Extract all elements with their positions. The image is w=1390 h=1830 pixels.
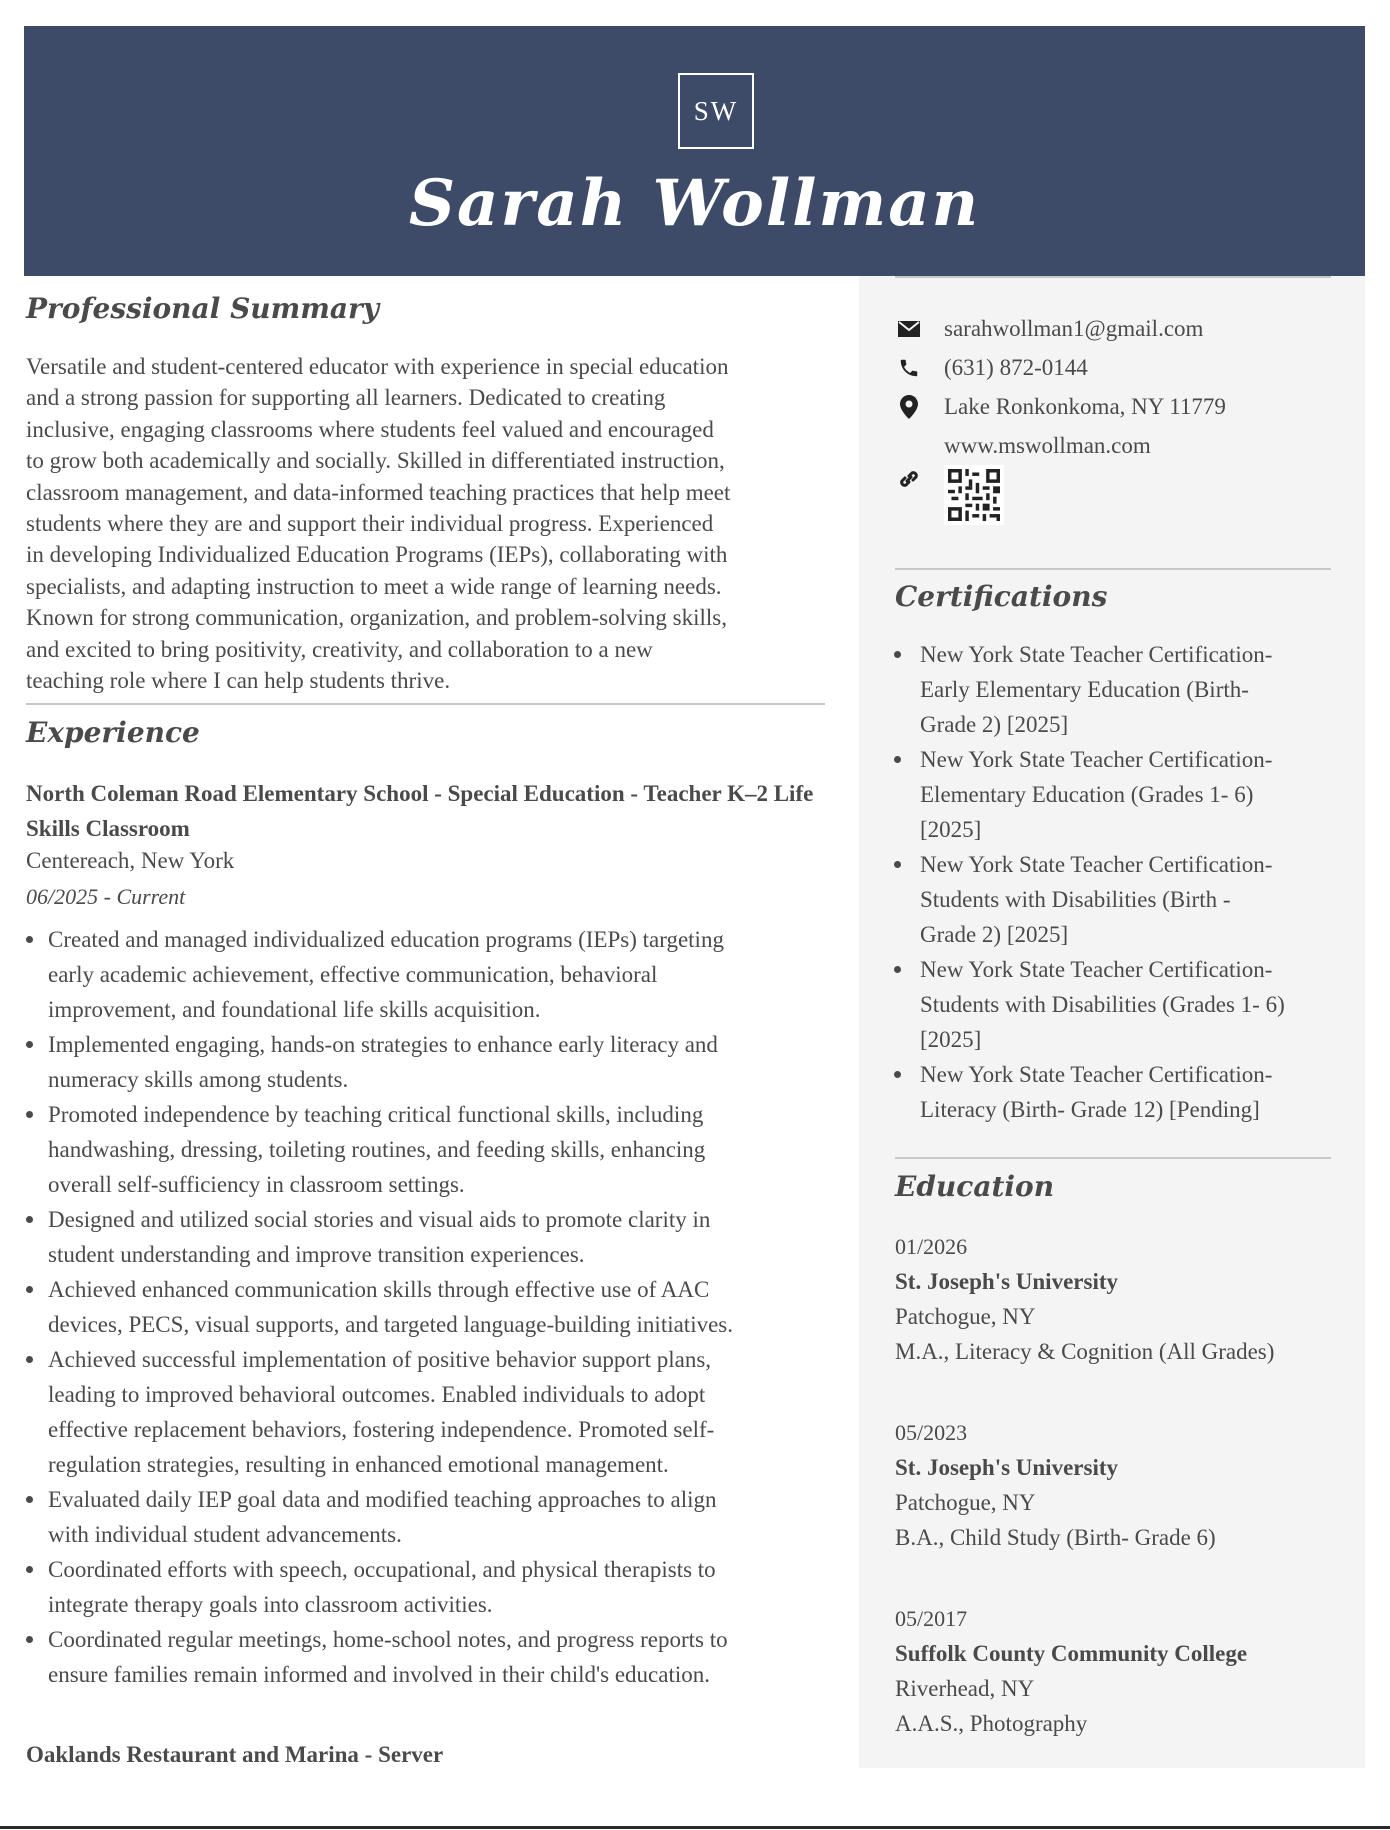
envelope-icon xyxy=(895,317,923,341)
job-title: North Coleman Road Elementary School - Special Education - Teacher K–2 Life Skills Classroom xyxy=(26,781,814,841)
education-school: St. Joseph's University xyxy=(895,1455,1118,1480)
job-location: Centereach, New York xyxy=(26,848,235,873)
summary-line: Versatile and student-centered educator with experience in special education xyxy=(26,354,729,379)
sidebar-divider xyxy=(895,276,1331,278)
list-item: Created and managed individualized education programs (IEPs) targeting early academic achievement, effective communication, behavioral improvement, and foundational life skills acquisition. xyxy=(22,922,832,1027)
list-item: New York State Teacher Certification- Students with Disabilities (Grades 1- 6) [2025] xyxy=(894,952,1334,1057)
education-school: Suffolk County Community College xyxy=(895,1641,1248,1666)
education-date: 01/2026 xyxy=(895,1234,968,1259)
contact-email[interactable]: sarahwollman1@gmail.com xyxy=(895,309,923,348)
summary-line: classroom management, and data-informed teaching practices that help meet xyxy=(26,479,731,505)
qr-code-icon[interactable] xyxy=(944,465,1004,525)
section-divider xyxy=(26,703,825,705)
list-item: Designed and utilized social stories and visual aids to promote clarity in student understanding and improve transition experiences. xyxy=(22,1202,832,1272)
education-date: 05/2017 xyxy=(895,1606,968,1631)
summary-line: specialists, and adapting instruction to meet a wide range of learning needs. xyxy=(26,573,722,599)
education-entry xyxy=(895,1601,1335,1741)
list-item: Achieved successful implementation of positive behavior support plans, leading to improved behavioral outcomes. Enabled individuals to adopt effective replacement behaviors, fostering independence. Promoted self- regulation strategies, resulting in enhanced emotional management. xyxy=(22,1342,832,1482)
education-degree: B.A., Child Study (Birth- Grade 6) xyxy=(895,1525,1216,1550)
contact-address: Lake Ronkonkoma, NY 11779 xyxy=(895,387,923,426)
job-title: Oaklands Restaurant and Marina - Server xyxy=(26,1742,444,1767)
summary-line: inclusive, engaging classrooms where students feel valued and encouraged xyxy=(26,416,714,442)
summary-text xyxy=(26,351,826,696)
phone-icon xyxy=(895,356,923,380)
summary-line: students where they are and support their individual progress. Experienced xyxy=(26,511,714,537)
list-item: Implemented engaging, hands-on strategies to enhance early literacy and numeracy skills among students. xyxy=(22,1027,832,1097)
experience-heading: Experience xyxy=(26,716,200,749)
job-bullets xyxy=(22,922,832,1692)
education-location: Patchogue, NY xyxy=(895,1490,1036,1515)
education-location: Patchogue, NY xyxy=(895,1304,1036,1329)
education-degree: M.A., Literacy & Cognition (All Grades) xyxy=(895,1339,1275,1364)
summary-line: Known for strong communication, organization, and problem-solving skills, xyxy=(26,605,727,631)
education-heading: Education xyxy=(895,1170,1055,1203)
job-date: 06/2025 - Current xyxy=(26,884,186,909)
summary-line: in developing Individualized Education Programs (IEPs), collaborating with xyxy=(26,542,728,568)
page-bottom-border xyxy=(0,1826,1390,1829)
summary-line: and excited to bring positivity, creativity, and collaboration to a new xyxy=(26,636,653,662)
summary-heading: Professional Summary xyxy=(26,292,380,325)
list-item: New York State Teacher Certification- Students with Disabilities (Birth - Grade 2) [2025] xyxy=(894,847,1334,952)
sidebar-divider xyxy=(895,568,1331,570)
list-item: Coordinated regular meetings, home-school notes, and progress reports to ensure families remain informed and involved in their child's education. xyxy=(22,1622,832,1692)
education-date: 05/2023 xyxy=(895,1420,968,1445)
location-pin-icon xyxy=(895,395,923,419)
list-item: Promoted independence by teaching critical functional skills, including handwashing, dressing, toileting routines, and feeding skills, enhancing overall self-sufficiency in classroom settings. xyxy=(22,1097,832,1202)
candidate-name: Sarah Wollman xyxy=(408,166,981,241)
education-entry xyxy=(895,1229,1335,1369)
certifications-heading: Certifications xyxy=(895,580,1108,613)
certifications-list xyxy=(894,637,1334,1127)
contact-phone[interactable]: (631) 872-0144 xyxy=(895,348,923,387)
list-item: New York State Teacher Certification- Literacy (Birth- Grade 12) [Pending] xyxy=(894,1057,1334,1127)
education-location: Riverhead, NY xyxy=(895,1676,1035,1701)
list-item: Coordinated efforts with speech, occupational, and physical therapists to integrate therapy goals into classroom activities. xyxy=(22,1552,832,1622)
contact-link-row xyxy=(895,459,923,498)
summary-line: teaching role where I can help students thrive. xyxy=(26,668,451,694)
sidebar-divider xyxy=(895,1157,1331,1159)
resume-header xyxy=(24,26,1365,276)
list-item: New York State Teacher Certification- Early Elementary Education (Birth- Grade 2) [2025] xyxy=(894,637,1334,742)
summary-line: and a strong passion for supporting all learners. Dedicated to creating xyxy=(26,385,666,411)
education-school: St. Joseph's University xyxy=(895,1269,1118,1294)
list-item: New York State Teacher Certification- Elementary Education (Grades 1- 6) [2025] xyxy=(894,742,1334,847)
monogram: SW xyxy=(678,73,754,149)
list-item: Achieved enhanced communication skills through effective use of AAC devices, PECS, visual supports, and targeted language-building initiatives. xyxy=(22,1272,832,1342)
education-degree: A.A.S., Photography xyxy=(895,1711,1088,1736)
list-item: Evaluated daily IEP goal data and modified teaching approaches to align with individual student advancements. xyxy=(22,1482,832,1552)
summary-line: to grow both academically and socially. Skilled in differentiated instruction, xyxy=(26,448,725,474)
link-icon xyxy=(895,467,923,491)
education-entry xyxy=(895,1415,1335,1555)
